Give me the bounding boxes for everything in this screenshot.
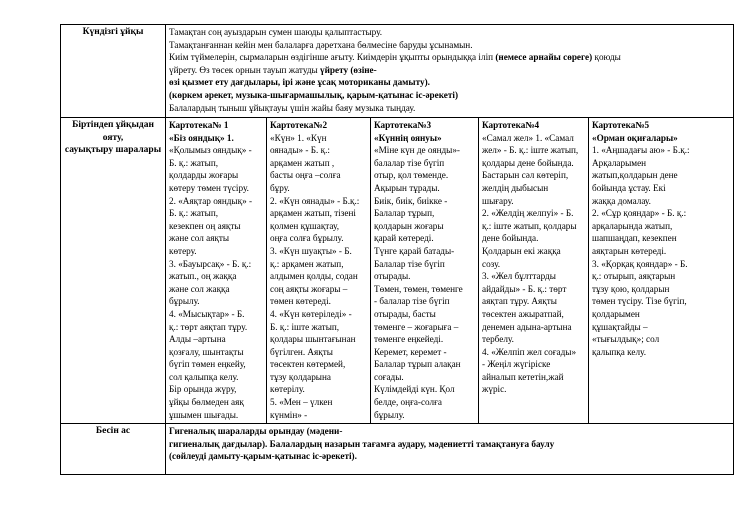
card-3-line: Керемет, керемет - — [374, 346, 447, 357]
card-2-line: бұру. — [270, 182, 290, 193]
card-3-line: Балалар тұрып, — [374, 208, 435, 219]
schedule-table — [60, 24, 734, 475]
card-2-line: төсектен көтермей, — [270, 359, 346, 370]
card-1-line: кезекпен оң аяқты — [169, 220, 241, 231]
sleep-line-1: Тамақтан соң ауыздарын сумен шаюды қалыптастыру. — [169, 27, 383, 37]
card-4-line: «Самал жел» 1. «Самал — [482, 132, 574, 143]
card-4-line: желдің дыбысын — [482, 182, 549, 193]
card-2-line: бүгілген. Аяқты — [270, 346, 333, 357]
card-column-5 — [589, 118, 734, 424]
card-1-line: ұйқы бөлмеден аяқ — [169, 397, 244, 408]
sleep-line-4: үйрету. Өз төсек орнын тауып жатуды үйрету (өзіне- — [169, 64, 377, 75]
card-1-line: көтеру төмен түсіру. — [169, 182, 249, 193]
card-1-line: қ.: төрт аяқтап тұру. — [169, 321, 248, 332]
card-4-line: жүріс. — [482, 384, 507, 395]
card-3-line: соғады. — [374, 371, 404, 382]
card-2-line: соң аяқты жоғары – — [270, 283, 348, 294]
card-1-line: сол қалыпқа келу. — [169, 371, 239, 382]
lunch-line-3: (сөйлеуді дамыту-қарым-қатынас іс-әрекеті). — [169, 451, 357, 462]
card-4-line: 4. «Желпіп жел соғады» — [482, 346, 577, 357]
card-3-line: Картотека№3 — [374, 120, 432, 130]
card-5-line: Картотека№5 — [592, 120, 650, 130]
sleep-content — [166, 25, 734, 118]
card-5-line: 1. «Аңшадағы аю» - Б.қ.: — [592, 145, 690, 156]
lunch-line-1: Гигеналық шараларды орындау (мәдени- — [169, 426, 343, 436]
card-2-line: тұзу қолдарына — [270, 371, 331, 382]
card-5-line: арқаларында жатып, — [592, 220, 673, 231]
card-1-line: Алды –артына — [169, 334, 226, 345]
card-1-line: жатып., оң жаққа — [169, 271, 237, 282]
card-5-line: шапшаңдап, кезекпен — [592, 233, 677, 244]
card-1-line: Б. қ.: жатып, — [169, 208, 219, 219]
card-3-line: «Күннің оянуы» — [374, 132, 442, 143]
card-5-line: тұзу қою, қолдарын — [592, 283, 670, 294]
card-3-line: қолдарын жоғары — [374, 220, 444, 231]
card-4-line: - Жеңіл жүгіріске — [482, 359, 551, 370]
card-3-line: белде, оңға-солға — [374, 397, 442, 408]
card-2-line: Картотека№2 — [270, 120, 328, 130]
card-4-line: 3. «Жел бұлттарды — [482, 271, 556, 282]
card-4-line: төсектен ажыратпай, — [482, 308, 564, 319]
card-3-line: балалар тізе бүгіп — [374, 157, 445, 168]
card-2-line: 3. «Күн шуақты» - Б. — [270, 245, 352, 256]
card-3-line: Балалар тұрып алақан — [374, 359, 461, 370]
card-2-line: алдымен қолды, содан — [270, 271, 358, 282]
card-5-line: «Орман оқиғалары» — [592, 132, 678, 143]
row-heading-lunch — [61, 424, 166, 475]
card-1-line: 2. «Аяқтар ояндық» - — [169, 195, 253, 206]
card-4-line: жел» - Б. қ.: іште жатып, — [482, 145, 579, 156]
card-2-line: оңға солға бұрылу. — [270, 233, 344, 244]
card-5-line: қалыпқа келу. — [592, 346, 647, 357]
card-2-line: көтерілу. — [270, 384, 305, 395]
card-5-line: қолдарымен — [592, 308, 640, 319]
card-2-line: оянады» - Б. қ.: — [270, 145, 330, 156]
card-1-line: және сол жаққа — [169, 283, 230, 294]
card-5-line: бойында ұстау. Екі — [592, 182, 666, 193]
card-3-line: бұрылу. — [374, 409, 405, 420]
card-5-line: жаққа домалау. — [592, 195, 651, 206]
card-4-line: Қолдарын екі жаққа — [482, 245, 561, 256]
card-1-line: 3. «Бауырсақ» - Б. қ.: — [169, 258, 252, 269]
card-3-line: - балалар тізе бүгіп — [374, 296, 450, 307]
card-1-line: «Біз ояндық» 1. — [169, 132, 234, 143]
card-2-line: 2. «Күн оянады» - Б.қ.: — [270, 195, 360, 206]
card-5-line: төмен түсіру. Тізе бүгіп, — [592, 296, 687, 307]
card-1-line: қолдарды жоғары — [169, 170, 239, 181]
row-heading-wakeup — [61, 118, 166, 424]
card-3-line: төменге – жоғарыға – — [374, 321, 459, 332]
card-3-line: Биік, биік, биікке - — [374, 195, 448, 206]
card-3-line: Күлімдейді күн. Қол — [374, 384, 455, 395]
card-4-line: денемен адына-артына — [482, 321, 572, 332]
card-1-line: және сол аяқты — [169, 233, 230, 244]
sleep-line-7: Балалардың тыныш ұйықтауы үшін жайы баяу музыка тыңдау. — [169, 102, 416, 113]
card-column-2 — [267, 118, 371, 424]
card-1-line: «Қолымыз ояндық» - — [169, 145, 252, 156]
card-1-line: Картотека№ 1 — [169, 120, 229, 130]
card-2-line: 4. «Күн көтеріледі» - — [270, 308, 352, 319]
card-5-line: жатып,қолдарын дене — [592, 170, 678, 181]
heading-line-1: Біртіндеп ұйқыдан — [72, 120, 154, 130]
card-2-line: арқамен жатып, тізені — [270, 208, 356, 219]
card-4-line: созу. — [482, 258, 501, 269]
card-3-line: Ақырын тұрады. — [374, 182, 440, 193]
heading-line-3: сауықтыру шаралары — [64, 145, 162, 156]
card-5-line: аяқтарын көтереді. — [592, 245, 667, 256]
card-2-line: күнмін» - — [270, 409, 308, 420]
card-column-1 — [166, 118, 267, 424]
card-3-line: Балалар тізе бүгіп — [374, 258, 445, 269]
card-5-line: Арқаларымен — [592, 157, 647, 168]
card-1-line: Бір орында жүру, — [169, 384, 237, 395]
card-1-line: қозғалу, шынтақты — [169, 346, 244, 357]
row-sleep — [61, 25, 734, 118]
card-3-line: отыр, қол төменде. — [374, 170, 449, 181]
card-3-line: отырады. — [374, 271, 411, 282]
card-1-line: көтеру. — [169, 245, 197, 256]
card-5-line: құшақтайды – — [592, 321, 648, 332]
sleep-line-2: Тамақтанғаннан кейін мен балаларға дәретхана бөлмесіне баруды ұсынамын. — [169, 39, 473, 50]
sleep-line-3: Киім түймелерін, сырмаларын өздігінше ағыту. Киімдерін ұқыпты орындыққа іліп (немесе арнайы сөреге) қоюды — [169, 52, 621, 63]
card-4-line: Бастарын сәл көтеріп, — [482, 170, 569, 181]
card-4-line: қ.: іште жатып, қолдары — [482, 220, 577, 231]
card-2-line: қолмен құшақтау, — [270, 220, 340, 231]
card-1-line: бүгіп төмен еңкейу, — [169, 359, 246, 370]
heading-line-2: ояту, — [102, 132, 124, 143]
card-1-line: ұшымен шығады. — [169, 409, 239, 420]
card-2-line: басты оңға –солға — [270, 170, 341, 181]
row-heading-sleep — [61, 25, 166, 118]
card-4-line: дене бойында. — [482, 233, 539, 244]
row-lunch — [61, 424, 734, 475]
sleep-line-5: өзі қызмет ету дағдылары, ірі және ұсақ моториканы дамыту). — [169, 77, 430, 88]
heading-text: Күндізгі ұйқы — [82, 27, 144, 37]
card-1-line: Б. қ.: жатып, — [169, 157, 219, 168]
card-2-line: арқамен жатып , — [270, 157, 335, 168]
card-4-line: айналып кететін,жай — [482, 371, 564, 382]
card-3-line: Түнге қарай батады- — [374, 245, 455, 256]
card-4-line: тербелу. — [482, 334, 514, 345]
card-3-line: «Міне күн де оянды»- — [374, 145, 460, 156]
card-2-line: 5. «Мен – үлкен — [270, 397, 333, 408]
card-column-3 — [371, 118, 479, 424]
card-4-line: қолдары дене бойында. — [482, 157, 574, 168]
card-2-line: қолдары шынтағынан — [270, 334, 356, 345]
card-5-line: «тығылдық»; сол — [592, 334, 660, 345]
card-4-line: 2. «Желдің желпуі» - Б. — [482, 208, 574, 219]
card-4-line: шығару. — [482, 195, 514, 206]
card-2-line: Б. қ.: іште жатып, — [270, 321, 340, 332]
card-3-line: төменге еңкейеді. — [374, 334, 444, 345]
card-4-line: айдайды» - Б. қ.: төрт — [482, 283, 567, 294]
card-1-line: бұрылу. — [169, 296, 200, 307]
row-wakeup — [61, 118, 734, 424]
card-4-line: Картотека№4 — [482, 120, 540, 130]
card-column-4 — [479, 118, 589, 424]
card-3-line: отырады, басты — [374, 308, 436, 319]
card-3-line: қарай көтереді. — [374, 233, 434, 244]
card-5-line: 3. «Қорқақ қояндар» - Б. — [592, 258, 688, 269]
card-5-line: қ.: отырып, аяқтарын — [592, 271, 676, 282]
card-2-line: «Күн» 1. «Күн — [270, 132, 327, 143]
sleep-line-6: (көркем әрекет, музыка-шығармашылық, қарым-қатынас іс-әрекеті) — [169, 89, 459, 100]
lunch-content — [166, 424, 734, 475]
card-5-line: 2. «Сұр қояндар» - Б. қ.: — [592, 208, 687, 219]
card-2-line: қ.: арқамен жатып, — [270, 258, 344, 269]
card-2-line: төмен көтереді. — [270, 296, 331, 307]
lunch-line-2: гигиеналық дағдылар). Балалардың назарын тағамға аудару, мәдениетті тамақтануға баулу — [169, 438, 555, 449]
card-4-line: аяқтап тұру. Аяқты — [482, 296, 557, 307]
card-3-line: Төмен, төмен, төменге — [374, 283, 463, 294]
card-1-line: 4. «Мысықтар» - Б. — [169, 308, 245, 319]
heading-text: Бесін ас — [95, 426, 131, 436]
